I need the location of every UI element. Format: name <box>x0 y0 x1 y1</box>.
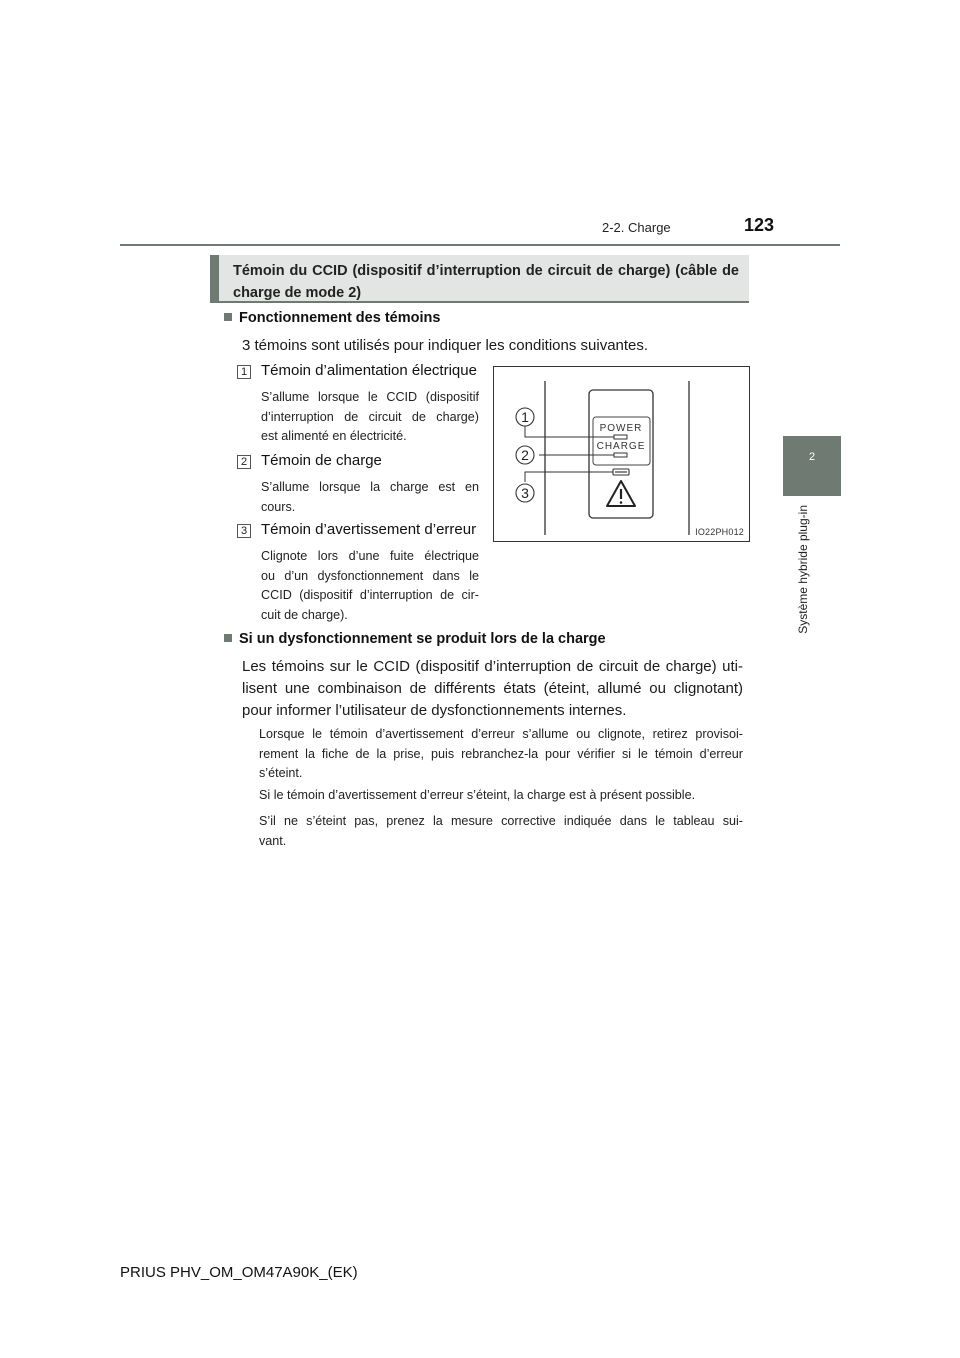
note-1-line: rement la fiche de la prise, puis rebranchez-la pour vérifier si le témoin d’erreur <box>259 746 743 761</box>
malfunction-note-3 <box>259 812 743 851</box>
note-3-line: vant. <box>259 833 287 848</box>
item-2-line: S’allume lorsque la charge est en <box>261 480 479 494</box>
operation-heading <box>224 310 440 326</box>
section-title: Témoin du CCID (dispositif d’interruption de circuit de charge) (câble de charge de mode 2) <box>210 255 749 301</box>
chapter-tab <box>783 436 841 496</box>
item-1-title: Témoin d’alimentation électrique <box>261 362 477 379</box>
running-header-section: 2-2. Charge <box>602 220 671 235</box>
malfunction-body-line: Les témoins sur le CCID (dispositif d’interruption de circuit de charge) uti- <box>242 658 743 675</box>
warning-exclamation-dot <box>620 501 623 504</box>
chapter-title: Système hybride plug-in <box>796 505 810 634</box>
malfunction-heading <box>224 631 606 647</box>
ccid-indicator-figure <box>493 366 750 542</box>
item-3-line: cuit de charge). <box>261 607 348 622</box>
malfunction-body-line: pour informer l’utilisateur de dysfonctionnements internes. <box>242 702 627 719</box>
item-1-line: S’allume lorsque le CCID (dispositif <box>261 390 479 404</box>
note-1-line: s’éteint. <box>259 766 303 780</box>
malfunction-note-2: Si le témoin d’avertissement d’erreur s’éteint, la charge est à présent possible. <box>259 788 696 802</box>
item-3-line: CCID (dispositif d’interruption de cir- <box>261 588 479 602</box>
square-bullet-icon <box>224 313 232 321</box>
power-indicator-lamp <box>614 435 627 439</box>
item-1-line: est alimenté en électricité. <box>261 429 407 443</box>
chapter-number: 2 <box>808 451 816 463</box>
charge-label: CHARGE <box>596 441 646 452</box>
callout-1-label: 1 <box>521 409 529 425</box>
operation-heading-text: Fonctionnement des témoins <box>239 310 441 326</box>
note-3-line: S’il ne s’éteint pas, prenez la mesure corrective indiquée dans le tableau sui- <box>259 814 743 828</box>
page-number: 123 <box>744 215 775 235</box>
operation-intro: 3 témoins sont utilisés pour indiquer les conditions suivantes. <box>242 337 649 354</box>
note-1-line: Lorsque le témoin d’avertissement d’erreur s’allume ou clignote, retirez provisoi- <box>259 727 743 741</box>
item-3-line: ou d’un dysfonctionnement dans le <box>261 568 479 583</box>
error-indicator-inner <box>615 471 627 473</box>
header-divider <box>120 244 840 246</box>
item-2-description <box>261 478 479 517</box>
item-2-number-badge: 2 <box>237 455 251 469</box>
malfunction-note-1 <box>259 725 743 784</box>
square-bullet-icon <box>224 634 232 642</box>
item-3-line: Clignote lors d’une fuite électrique <box>261 549 479 563</box>
malfunction-body <box>242 656 743 722</box>
malfunction-heading-text: Si un dysfonctionnement se produit lors de la charge <box>239 631 606 647</box>
item-3-title: Témoin d’avertissement d’erreur <box>261 521 477 538</box>
item-1-description <box>261 388 479 447</box>
callout-3-label: 3 <box>521 485 529 501</box>
item-3-description <box>261 547 479 625</box>
malfunction-body-line: lisent une combinaison de différents états (éteint, allumé ou clignotant) <box>242 680 743 697</box>
figure-code: IO22PH012 <box>695 527 744 537</box>
item-1-line: d’interruption de circuit de charge) <box>261 409 479 424</box>
charge-indicator-lamp <box>614 453 627 457</box>
item-2-title: Témoin de charge <box>261 452 382 469</box>
callout-2-label: 2 <box>521 447 529 463</box>
chapter-title-container <box>796 505 826 655</box>
item-3-number-badge: 3 <box>237 524 251 538</box>
ccid-illustration <box>494 367 748 540</box>
item-1-number-badge: 1 <box>237 365 251 379</box>
item-2-line: cours. <box>261 499 296 514</box>
power-label: POWER <box>599 423 643 434</box>
document-footer: PRIUS PHV_OM_OM47A90K_(EK) <box>120 1264 358 1281</box>
